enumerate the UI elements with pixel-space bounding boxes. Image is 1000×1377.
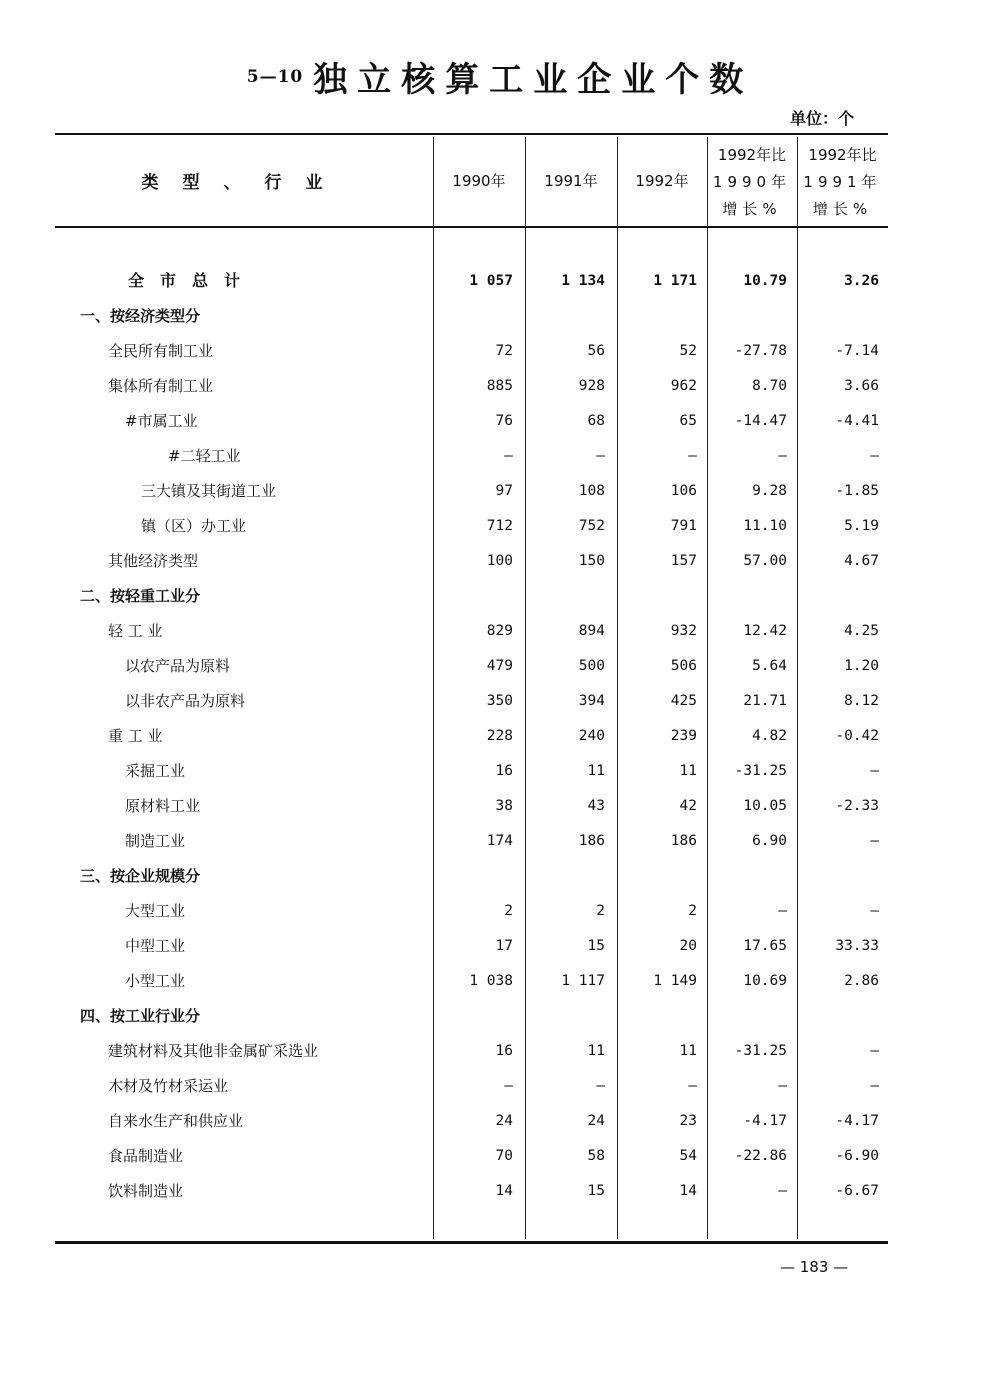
value-cell: [797, 1005, 879, 1027]
row-label: 其他经济类型: [108, 552, 199, 570]
table-row: [0, 614, 1000, 649]
value-cell: 10.79: [743, 273, 787, 289]
table-row: [0, 929, 1000, 964]
total-row: [0, 264, 1000, 299]
table-row: [0, 1104, 1000, 1139]
value-cell: [433, 585, 513, 607]
value-cell: [797, 585, 879, 607]
header-1991: 1991年: [544, 172, 598, 190]
value-cell: 894: [578, 623, 605, 639]
row-label: #二轻工业: [168, 447, 241, 465]
table-row: [0, 1034, 1000, 1069]
table-row: [0, 719, 1000, 754]
header-1992: 1992年: [635, 172, 689, 190]
page-number: — 183 —: [780, 1258, 849, 1276]
row-label: 一、按经济类型分: [80, 307, 201, 325]
value-cell: 76: [495, 413, 513, 429]
value-cell: 11: [587, 763, 605, 779]
value-cell: 4.82: [752, 728, 787, 744]
value-cell: —: [870, 448, 879, 464]
value-cell: 1.20: [844, 658, 879, 674]
value-cell: -0.42: [835, 728, 879, 744]
unit-label: 单位：个: [790, 109, 855, 128]
value-cell: —: [778, 1183, 787, 1199]
value-cell: 9.28: [752, 483, 787, 499]
value-cell: 2: [596, 903, 605, 919]
row-label: 轻 工 业: [108, 622, 163, 640]
value-cell: [617, 585, 697, 607]
section-row: [0, 299, 1000, 334]
row-label: 全市总计: [128, 271, 257, 290]
value-cell: 8.12: [844, 693, 879, 709]
section-row: [0, 579, 1000, 614]
value-cell: [617, 1005, 697, 1027]
section-row: [0, 859, 1000, 894]
value-cell: 928: [578, 378, 605, 394]
value-cell: 100: [486, 553, 513, 569]
table-row: [0, 404, 1000, 439]
value-cell: 3.66: [844, 378, 879, 394]
value-cell: -2.33: [835, 798, 879, 814]
value-cell: -7.14: [835, 343, 879, 359]
value-cell: —: [870, 1043, 879, 1059]
value-cell: —: [870, 903, 879, 919]
value-cell: [617, 305, 697, 327]
value-cell: 6.90: [752, 833, 787, 849]
value-cell: 24: [587, 1113, 605, 1129]
value-cell: [797, 865, 879, 887]
row-label: 采掘工业: [125, 762, 186, 780]
value-cell: 8.70: [752, 378, 787, 394]
value-cell: [525, 865, 605, 887]
value-cell: 43: [587, 798, 605, 814]
value-cell: —: [870, 833, 879, 849]
value-cell: 394: [578, 693, 605, 709]
value-cell: 2: [688, 903, 697, 919]
value-cell: 1 149: [653, 973, 697, 989]
value-cell: 712: [486, 518, 513, 534]
value-cell: 11.10: [743, 518, 787, 534]
row-label: 以农产品为原料: [125, 657, 231, 675]
value-cell: 52: [679, 343, 697, 359]
value-cell: —: [778, 1078, 787, 1094]
value-cell: [617, 865, 697, 887]
value-cell: —: [778, 903, 787, 919]
row-label: 中型工业: [125, 937, 186, 955]
row-label: 饮料制造业: [108, 1182, 184, 1200]
header-bottom-rule: [55, 226, 888, 228]
value-cell: —: [688, 1078, 697, 1094]
value-cell: 108: [578, 483, 605, 499]
value-cell: 1 117: [561, 973, 605, 989]
value-cell: 791: [670, 518, 697, 534]
value-cell: 15: [587, 938, 605, 954]
value-cell: 506: [670, 658, 697, 674]
value-cell: 350: [486, 693, 513, 709]
value-cell: -27.78: [734, 343, 787, 359]
value-cell: 10.05: [743, 798, 787, 814]
row-label: 全民所有制工业: [108, 342, 214, 360]
row-label: 制造工业: [125, 832, 186, 850]
value-cell: —: [596, 448, 605, 464]
row-label: 木材及竹材采运业: [108, 1077, 229, 1095]
section-row: [0, 999, 1000, 1034]
value-cell: -14.47: [734, 413, 787, 429]
value-cell: 17.65: [743, 938, 787, 954]
table-row: [0, 509, 1000, 544]
value-cell: [707, 865, 787, 887]
row-label: 二、按轻重工业分: [80, 587, 201, 605]
value-cell: 186: [670, 833, 697, 849]
value-cell: 3.26: [844, 273, 879, 289]
value-cell: 239: [670, 728, 697, 744]
row-label: 重 工 业: [108, 727, 163, 745]
value-cell: 24: [495, 1113, 513, 1129]
row-label: 大型工业: [125, 902, 186, 920]
header-growth-vs-1990: 1992年比 1990年 增长%: [712, 146, 792, 218]
row-label: 食品制造业: [108, 1147, 184, 1165]
value-cell: 4.25: [844, 623, 879, 639]
value-cell: 10.69: [743, 973, 787, 989]
value-cell: [433, 305, 513, 327]
value-cell: 70: [495, 1148, 513, 1164]
row-label: 三大镇及其街道工业: [141, 482, 277, 500]
header-1990: 1990年: [452, 172, 506, 190]
value-cell: [433, 865, 513, 887]
table-row: [0, 754, 1000, 789]
value-cell: 54: [679, 1148, 697, 1164]
value-cell: 174: [486, 833, 513, 849]
bottom-rule: [55, 1241, 888, 1244]
value-cell: —: [870, 1078, 879, 1094]
top-rule: [55, 133, 888, 135]
value-cell: -22.86: [734, 1148, 787, 1164]
value-cell: [525, 585, 605, 607]
value-cell: 2.86: [844, 973, 879, 989]
value-cell: 157: [670, 553, 697, 569]
value-cell: —: [870, 763, 879, 779]
table-row: [0, 894, 1000, 929]
table-row: [0, 544, 1000, 579]
table-row: [0, 369, 1000, 404]
header-growth-vs-1991: 1992年比 1991年 增长%: [803, 146, 882, 218]
table-row: [0, 964, 1000, 999]
value-cell: —: [688, 448, 697, 464]
value-cell: 4.67: [844, 553, 879, 569]
value-cell: 97: [495, 483, 513, 499]
value-cell: -6.67: [835, 1183, 879, 1199]
value-cell: 23: [679, 1113, 697, 1129]
value-cell: 38: [495, 798, 513, 814]
table-row: [0, 684, 1000, 719]
value-cell: 186: [578, 833, 605, 849]
value-cell: 33.33: [835, 938, 879, 954]
row-label: 小型工业: [125, 972, 186, 990]
value-cell: [525, 1005, 605, 1027]
value-cell: [707, 305, 787, 327]
value-cell: 479: [486, 658, 513, 674]
table-row: [0, 439, 1000, 474]
value-cell: 11: [679, 1043, 697, 1059]
value-cell: 11: [679, 763, 697, 779]
value-cell: 829: [486, 623, 513, 639]
value-cell: 57.00: [743, 553, 787, 569]
value-cell: [797, 305, 879, 327]
value-cell: 500: [578, 658, 605, 674]
value-cell: 1 171: [653, 273, 697, 289]
value-cell: 14: [495, 1183, 513, 1199]
row-label: 镇（区）办工业: [141, 517, 247, 535]
value-cell: 2: [504, 903, 513, 919]
value-cell: [707, 585, 787, 607]
value-cell: 56: [587, 343, 605, 359]
value-cell: 962: [670, 378, 697, 394]
value-cell: 228: [486, 728, 513, 744]
row-label: 自来水生产和供应业: [108, 1112, 244, 1130]
row-label: 三、按企业规模分: [80, 867, 201, 885]
value-cell: 21.71: [743, 693, 787, 709]
value-cell: 752: [578, 518, 605, 534]
row-label: 以非农产品为原料: [125, 692, 246, 710]
value-cell: -4.17: [743, 1113, 787, 1129]
value-cell: —: [596, 1078, 605, 1094]
table-row: [0, 649, 1000, 684]
value-cell: 1 134: [561, 273, 605, 289]
table-row: [0, 789, 1000, 824]
table-number: 5—10: [246, 66, 304, 87]
value-cell: [525, 305, 605, 327]
value-cell: 68: [587, 413, 605, 429]
table-row: [0, 1139, 1000, 1174]
page-title: [0, 52, 1000, 101]
row-label: 建筑材料及其他非金属矿采选业: [108, 1042, 319, 1060]
value-cell: 14: [679, 1183, 697, 1199]
value-cell: 885: [486, 378, 513, 394]
row-label: 集体所有制工业: [108, 377, 214, 395]
value-cell: 42: [679, 798, 697, 814]
value-cell: 5.64: [752, 658, 787, 674]
value-cell: [707, 1005, 787, 1027]
table-row: [0, 824, 1000, 859]
value-cell: 15: [587, 1183, 605, 1199]
value-cell: 425: [670, 693, 697, 709]
value-cell: 150: [578, 553, 605, 569]
value-cell: 65: [679, 413, 697, 429]
value-cell: [433, 1005, 513, 1027]
table-row: [0, 1069, 1000, 1104]
value-cell: 1 038: [469, 973, 513, 989]
value-cell: 1 057: [469, 273, 513, 289]
row-label: 原材料工业: [125, 797, 201, 815]
table-row: [0, 334, 1000, 369]
table-row: [0, 1174, 1000, 1209]
value-cell: 5.19: [844, 518, 879, 534]
value-cell: -31.25: [734, 763, 787, 779]
value-cell: 20: [679, 938, 697, 954]
value-cell: 106: [670, 483, 697, 499]
value-cell: 16: [495, 1043, 513, 1059]
value-cell: 11: [587, 1043, 605, 1059]
value-cell: —: [504, 448, 513, 464]
row-label: #市属工业: [125, 412, 198, 430]
value-cell: 16: [495, 763, 513, 779]
table-body: [0, 264, 1000, 1209]
value-cell: 932: [670, 623, 697, 639]
value-cell: 240: [578, 728, 605, 744]
value-cell: 12.42: [743, 623, 787, 639]
value-cell: -4.17: [835, 1113, 879, 1129]
value-cell: 17: [495, 938, 513, 954]
value-cell: -4.41: [835, 413, 879, 429]
row-label: 四、按工业行业分: [80, 1007, 201, 1025]
value-cell: —: [778, 448, 787, 464]
header-category: 类型、行业: [141, 173, 347, 193]
value-cell: -1.85: [835, 483, 879, 499]
value-cell: 58: [587, 1148, 605, 1164]
value-cell: -6.90: [835, 1148, 879, 1164]
value-cell: —: [504, 1078, 513, 1094]
table-title: 独立核算工业企业个数: [313, 60, 754, 100]
value-cell: 72: [495, 343, 513, 359]
value-cell: -31.25: [734, 1043, 787, 1059]
table-row: [0, 474, 1000, 509]
